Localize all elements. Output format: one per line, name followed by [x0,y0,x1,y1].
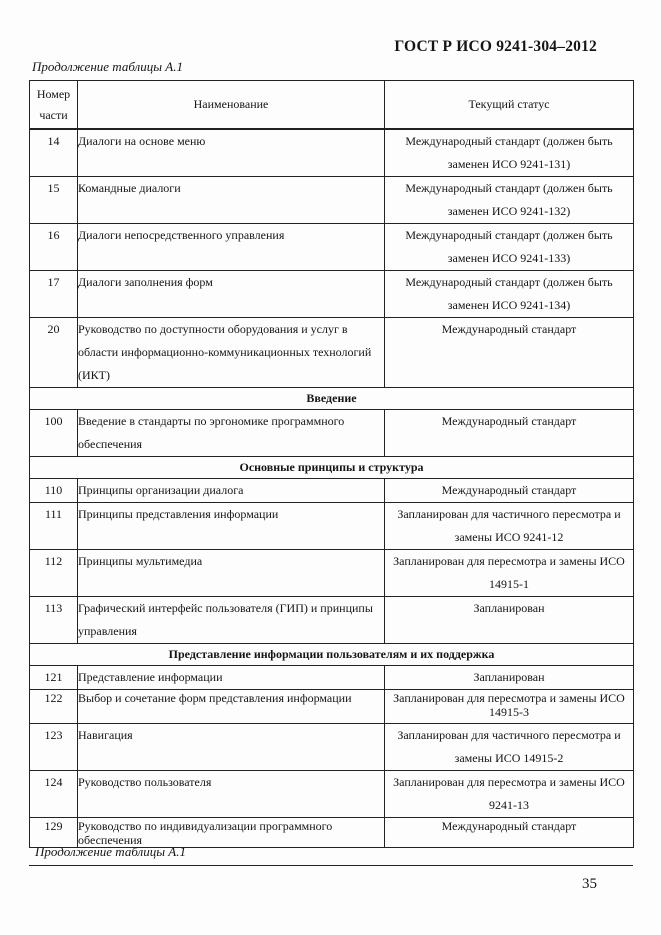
header-part-number [30,81,78,130]
header-name: Наименование [78,81,385,130]
table-row [30,666,634,690]
part-number: 17 [30,271,78,318]
part-status: Запланирован для пересмотра и замены ИСО 14915-3 [385,690,634,724]
part-name: Принципы представления информации [78,503,385,550]
part-name: Руководство пользователя [78,771,385,818]
part-number: 113 [30,597,78,644]
part-status: Запланирован для частичного пересмотра и замены ИСО 9241-12 [385,503,634,550]
part-status: Международный стандарт (должен быть заменен ИСО 9241-131) [385,129,634,177]
part-name: Диалоги непосредственного управления [78,224,385,271]
part-number: 124 [30,771,78,818]
part-status: Международный стандарт (должен быть заменен ИСО 9241-132) [385,177,634,224]
part-number: 15 [30,177,78,224]
section-row [30,644,634,666]
table-row [30,177,634,224]
table-row [30,724,634,771]
part-number: 110 [30,479,78,503]
part-number: 121 [30,666,78,690]
table-row [30,503,634,550]
part-number: 123 [30,724,78,771]
table-continuation-caption: Продолжение таблицы А.1 [32,59,183,74]
table-row [30,479,634,503]
part-status: Запланирован для частичного пересмотра и замены ИСО 14915-2 [385,724,634,771]
table-row [30,690,634,724]
part-name: Принципы мультимедиа [78,550,385,597]
table-header-row [30,81,634,130]
part-status: Запланирован для пересмотра и замены ИСО 9241-13 [385,771,634,818]
part-name: Руководство по доступности оборудования и услуг в области информационно-коммуникационных технологий (ИКТ) [78,318,385,388]
part-number: 122 [30,690,78,724]
part-number: 20 [30,318,78,388]
header-status: Текущий статус [385,81,634,130]
table-row [30,224,634,271]
table-row [30,318,634,388]
part-number: 111 [30,503,78,550]
part-status: Международный стандарт [385,318,634,388]
part-name: Руководство по индивидуализации программного обеспечения [78,818,385,848]
part-status: Международный стандарт [385,818,634,848]
part-number: 112 [30,550,78,597]
part-number: 16 [30,224,78,271]
table-continuation-footer: Продолжение таблицы А.1 [35,844,186,859]
part-name: Командные диалоги [78,177,385,224]
section-row [30,388,634,410]
standards-table [29,80,634,848]
section-title-presentation: Представление информации пользователям и их поддержка [30,644,634,666]
section-row [30,457,634,479]
part-name: Диалоги заполнения форм [78,271,385,318]
part-number: 100 [30,410,78,457]
header-part-number-line1: Номер [36,86,71,101]
part-number: 129 [30,818,78,848]
header-part-number-line2: части [39,107,68,122]
table-row [30,129,634,177]
part-name: Графический интерфейс пользователя (ГИП) и принципы управления [78,597,385,644]
table-row [30,271,634,318]
part-status: Международный стандарт [385,479,634,503]
table-row [30,550,634,597]
part-name: Диалоги на основе меню [78,129,385,177]
standard-designation: ГОСТ Р ИСО 9241-304–2012 [394,38,597,55]
part-status: Международный стандарт [385,410,634,457]
page-number: 35 [582,876,597,892]
part-status: Запланирован [385,597,634,644]
table-row [30,818,634,848]
table-row [30,410,634,457]
part-name: Принципы организации диалога [78,479,385,503]
table-row [30,771,634,818]
table-row [30,597,634,644]
part-name: Представление информации [78,666,385,690]
part-name: Выбор и сочетание форм представления информации [78,690,385,724]
part-name: Введение в стандарты по эргономике программного обеспечения [78,410,385,457]
section-title-principles: Основные принципы и структура [30,457,634,479]
part-status: Международный стандарт (должен быть заменен ИСО 9241-133) [385,224,634,271]
part-status: Международный стандарт (должен быть заменен ИСО 9241-134) [385,271,634,318]
section-title-introduction: Введение [30,388,634,410]
footer-divider [29,865,633,866]
part-name: Навигация [78,724,385,771]
part-status: Запланирован для пересмотра и замены ИСО 14915-1 [385,550,634,597]
part-status: Запланирован [385,666,634,690]
part-number: 14 [30,129,78,177]
